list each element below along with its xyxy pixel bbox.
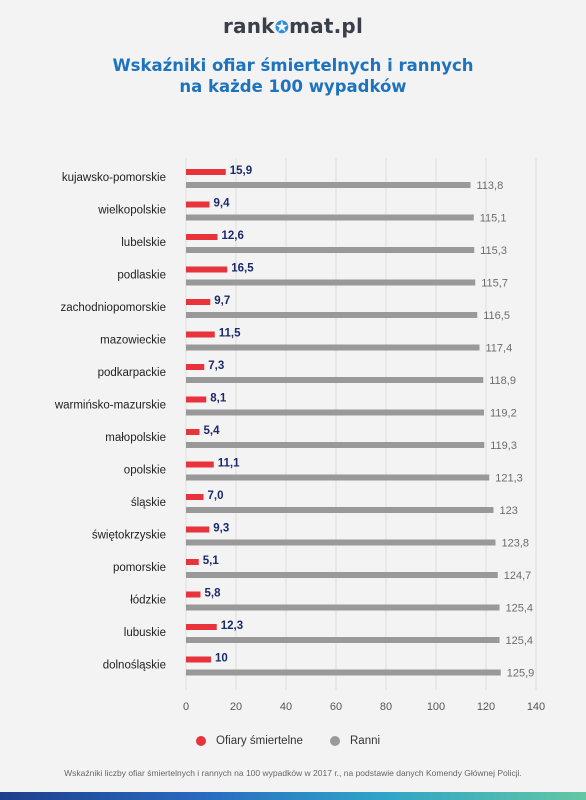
x-tick-label: 140: [526, 701, 546, 713]
category-label: dolnośląskie: [102, 659, 166, 672]
bar-deaths: [186, 397, 206, 403]
data-label-deaths: 15,9: [229, 165, 253, 177]
bar-deaths: [186, 364, 204, 370]
bar-deaths: [186, 559, 199, 565]
data-label-injured: 119,3: [490, 440, 517, 452]
data-label-deaths: 12,3: [220, 620, 244, 632]
data-label-deaths: 11,5: [218, 327, 241, 340]
legend-label-injured: Ranni: [350, 735, 381, 747]
bar-deaths: [186, 494, 204, 500]
bar-injured: [186, 540, 496, 546]
data-label-injured: 119,2: [490, 407, 517, 420]
bar-injured: [186, 475, 489, 481]
bottom-gradient-bar: [0, 792, 586, 800]
bar-deaths: [186, 592, 201, 598]
bar-deaths: [186, 429, 200, 435]
category-label: warmińsko-mazurskie: [54, 399, 166, 412]
chart-title-line-1: Wskaźniki ofiar śmiertelnych i rannych: [112, 56, 474, 75]
data-label-injured: 121,3: [495, 472, 523, 485]
data-label-deaths: 12,6: [221, 230, 244, 242]
category-label: lubelskie: [121, 237, 166, 249]
category-label: podkarpackie: [97, 367, 166, 379]
legend-dot-injured: [330, 736, 340, 746]
chart-legend: [0, 735, 586, 755]
x-tick-label: 60: [329, 701, 343, 713]
category-label: kujawsko-pomorskie: [61, 172, 166, 184]
bar-deaths: [186, 462, 214, 468]
logo-text-start: rank: [222, 14, 275, 38]
category-label: łódzkie: [130, 594, 166, 607]
category-label: świętokrzyskie: [91, 529, 166, 542]
data-label-deaths: 9,3: [213, 522, 230, 535]
data-label-injured: 124,7: [503, 570, 532, 582]
category-label: mazowieckie: [100, 334, 166, 347]
bar-chart: [0, 150, 586, 720]
bar-injured: [186, 312, 477, 318]
bar-deaths: [186, 169, 226, 175]
bar-injured: [186, 280, 475, 286]
data-label-deaths: 9,4: [213, 197, 230, 210]
bar-deaths: [186, 234, 218, 240]
bar-deaths: [186, 299, 210, 305]
x-tick-label: 20: [229, 701, 243, 713]
category-label: małopolskie: [105, 432, 166, 444]
data-label-injured: 123: [499, 505, 518, 517]
bar-injured: [186, 507, 494, 513]
data-label-injured: 113,8: [476, 180, 504, 192]
data-label-injured: 115,7: [481, 277, 508, 290]
bar-injured: [186, 182, 471, 188]
category-label: śląskie: [130, 497, 166, 509]
data-label-deaths: 16,5: [231, 262, 254, 275]
bar-injured: [186, 410, 484, 416]
bar-injured: [186, 345, 480, 351]
chart-title: [0, 55, 586, 97]
x-tick-label: 80: [379, 701, 393, 713]
bar-deaths: [186, 657, 211, 663]
logo-text-end: mat.pl: [289, 14, 364, 38]
bar-deaths: [186, 527, 209, 533]
data-label-injured: 115,1: [479, 212, 507, 225]
data-label-deaths: 8,1: [210, 392, 227, 405]
data-label-injured: 123,8: [501, 537, 530, 550]
legend-item-deaths: [196, 735, 303, 747]
bar-injured: [186, 442, 484, 448]
data-label-injured: 118,9: [489, 375, 516, 387]
x-tick-label: 0: [182, 701, 190, 713]
category-label: zachodniopomorskie: [60, 302, 166, 314]
data-label-injured: 116,5: [483, 310, 510, 322]
data-label-deaths: 10: [215, 652, 228, 665]
legend-item-injured: [330, 735, 380, 747]
x-tick-label: 100: [426, 701, 446, 713]
data-label-injured: 125,4: [505, 602, 534, 615]
category-label: podlaskie: [117, 269, 166, 282]
bar-deaths: [186, 332, 215, 338]
category-label: opolskie: [123, 464, 166, 477]
x-tick-label: 120: [476, 701, 496, 713]
legend-dot-deaths: [196, 736, 206, 746]
category-label: wielkopolskie: [98, 204, 166, 217]
data-label-deaths: 11,1: [217, 457, 240, 470]
x-tick-label: 40: [279, 701, 293, 713]
data-label-deaths: 7,3: [208, 360, 225, 372]
data-label-deaths: 5,4: [203, 425, 220, 437]
bar-deaths: [186, 202, 210, 208]
star-icon: ✪: [274, 18, 290, 38]
legend-label-deaths: Ofiary śmiertelne: [216, 735, 303, 747]
data-label-deaths: 5,8: [204, 587, 221, 600]
rankomat-logo: [0, 14, 586, 38]
data-label-injured: 125,9: [506, 667, 535, 680]
data-label-injured: 117,4: [485, 342, 513, 355]
chart-title-line-2: na każde 100 wypadków: [179, 77, 407, 96]
category-label: pomorskie: [112, 562, 166, 574]
category-label: lubuskie: [123, 627, 166, 639]
bar-injured: [186, 247, 474, 253]
bar-injured: [186, 637, 500, 643]
bar-injured: [186, 215, 474, 221]
bar-injured: [186, 605, 500, 611]
data-label-deaths: 5,1: [202, 555, 219, 567]
data-label-injured: 115,3: [480, 245, 507, 257]
footnote: Wskaźniki liczby ofiar śmiertelnych i rannych na 100 wypadków w 2017 r., na podstawie danych Komendy Głównej Policji.: [64, 768, 522, 778]
data-label-injured: 125,4: [505, 635, 534, 647]
bar-injured: [186, 572, 498, 578]
data-label-deaths: 7,0: [207, 490, 224, 502]
bar-deaths: [186, 624, 217, 630]
bar-deaths: [186, 267, 227, 273]
data-label-deaths: 9,7: [214, 295, 231, 307]
bar-injured: [186, 670, 501, 676]
bar-injured: [186, 377, 483, 383]
